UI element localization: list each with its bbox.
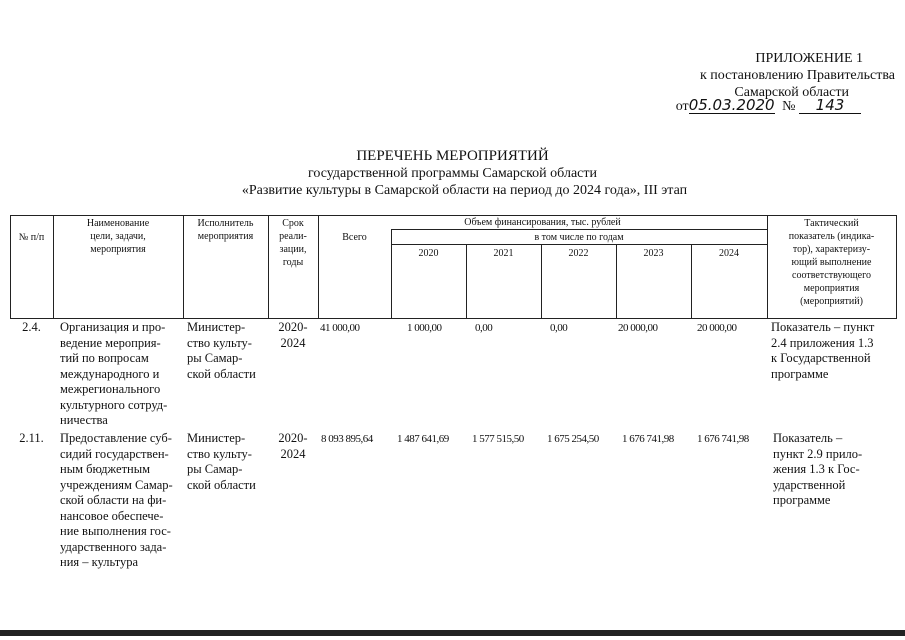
header-total: Всего [342,232,367,243]
header-year-2024: 2024 [719,248,739,259]
header-year-2023: 2023 [643,248,664,259]
date-prefix: от [675,99,689,114]
row-2021: 1 577 515,50 [472,433,524,445]
row-2023: 20 000,00 [618,322,658,334]
row-2024: 1 676 741,98 [697,433,749,445]
header-bottom-border [10,318,897,319]
header-year-2022: 2022 [568,248,589,259]
header-term: Срок реали- зации, годы [279,218,307,268]
row-2022: 0,00 [550,322,568,334]
approval-line-3: Самарской области [734,85,849,100]
years-header-divider [391,244,767,245]
approval-line-2: к постановлению Правительства [699,68,895,83]
row-term: 2020- 2024 [278,431,308,461]
heading-line-2: государственной программы Самарской области [308,166,597,181]
header-executor: Исполнитель мероприятия [197,218,254,242]
row-2021: 0,00 [475,322,493,334]
row-2020: 1 000,00 [407,322,442,334]
approval-date-line [676,98,861,115]
row-num: 2.4. [22,320,41,334]
header-num: № п/п [18,232,45,243]
row-executor: Министер- ство культу- ры Самар- ской области [187,320,256,381]
row-2022: 1 675 254,50 [547,433,599,445]
heading-title: ПЕРЕЧЕНЬ МЕРОПРИЯТИЙ [356,148,549,164]
row-2023: 1 676 741,98 [622,433,674,445]
header-name: Наименование цели, задачи, мероприятия [86,218,150,255]
row-name: Организация и про- ведение мероприя- тий по вопросам международного и межрегионального культурного сотруд- ничества [60,320,168,427]
row-num: 2.11. [19,431,44,445]
row-executor: Министер- ство культу- ры Самар- ской области [187,431,256,492]
row-indicator: Показатель – пункт 2.9 прило- жения 1.3 к Гос- ударственной программе [773,431,863,507]
col-border-11 [896,215,897,318]
header-funding: Объем финансирования, тыс. рублей [464,217,621,228]
funding-header-divider [391,229,767,230]
row-term: 2020- 2024 [278,320,308,350]
handwritten-number: 143 [799,98,861,114]
row-name: Предоставление суб- сидий государствен- ным бюджетным учреждениям Самар- ской области на фи- нансовое обеспече- ние выполнения гос- ударственного зада- ния – культура [60,431,173,569]
row-total: 8 093 895,64 [321,433,373,445]
row-total: 41 000,00 [320,322,360,334]
approval-title: ПРИЛОЖЕНИЕ 1 [755,51,863,66]
header-by-years: в том числе по годам [534,232,624,243]
header-year-2021: 2021 [493,248,514,259]
row-2020: 1 487 641,69 [397,433,449,445]
header-year-2020: 2020 [418,248,439,259]
row-indicator: Показатель – пункт 2.4 приложения 1.3 к Государственной программе [771,320,875,381]
approval-block [640,50,895,101]
row-2024: 20 000,00 [697,322,737,334]
header-indicator: Тактический показатель (индика- тор), характеризу- ющий выполнение соответствующего мероприятия (мероприятий) [788,218,875,307]
scan-edge-bar [0,630,905,636]
heading-line-3: «Развитие культуры в Самарской области на период до 2024 года», III этап [241,183,688,198]
handwritten-date: 05.03.2020 [688,96,775,114]
document-heading [0,148,905,199]
number-sign: № [782,99,796,114]
